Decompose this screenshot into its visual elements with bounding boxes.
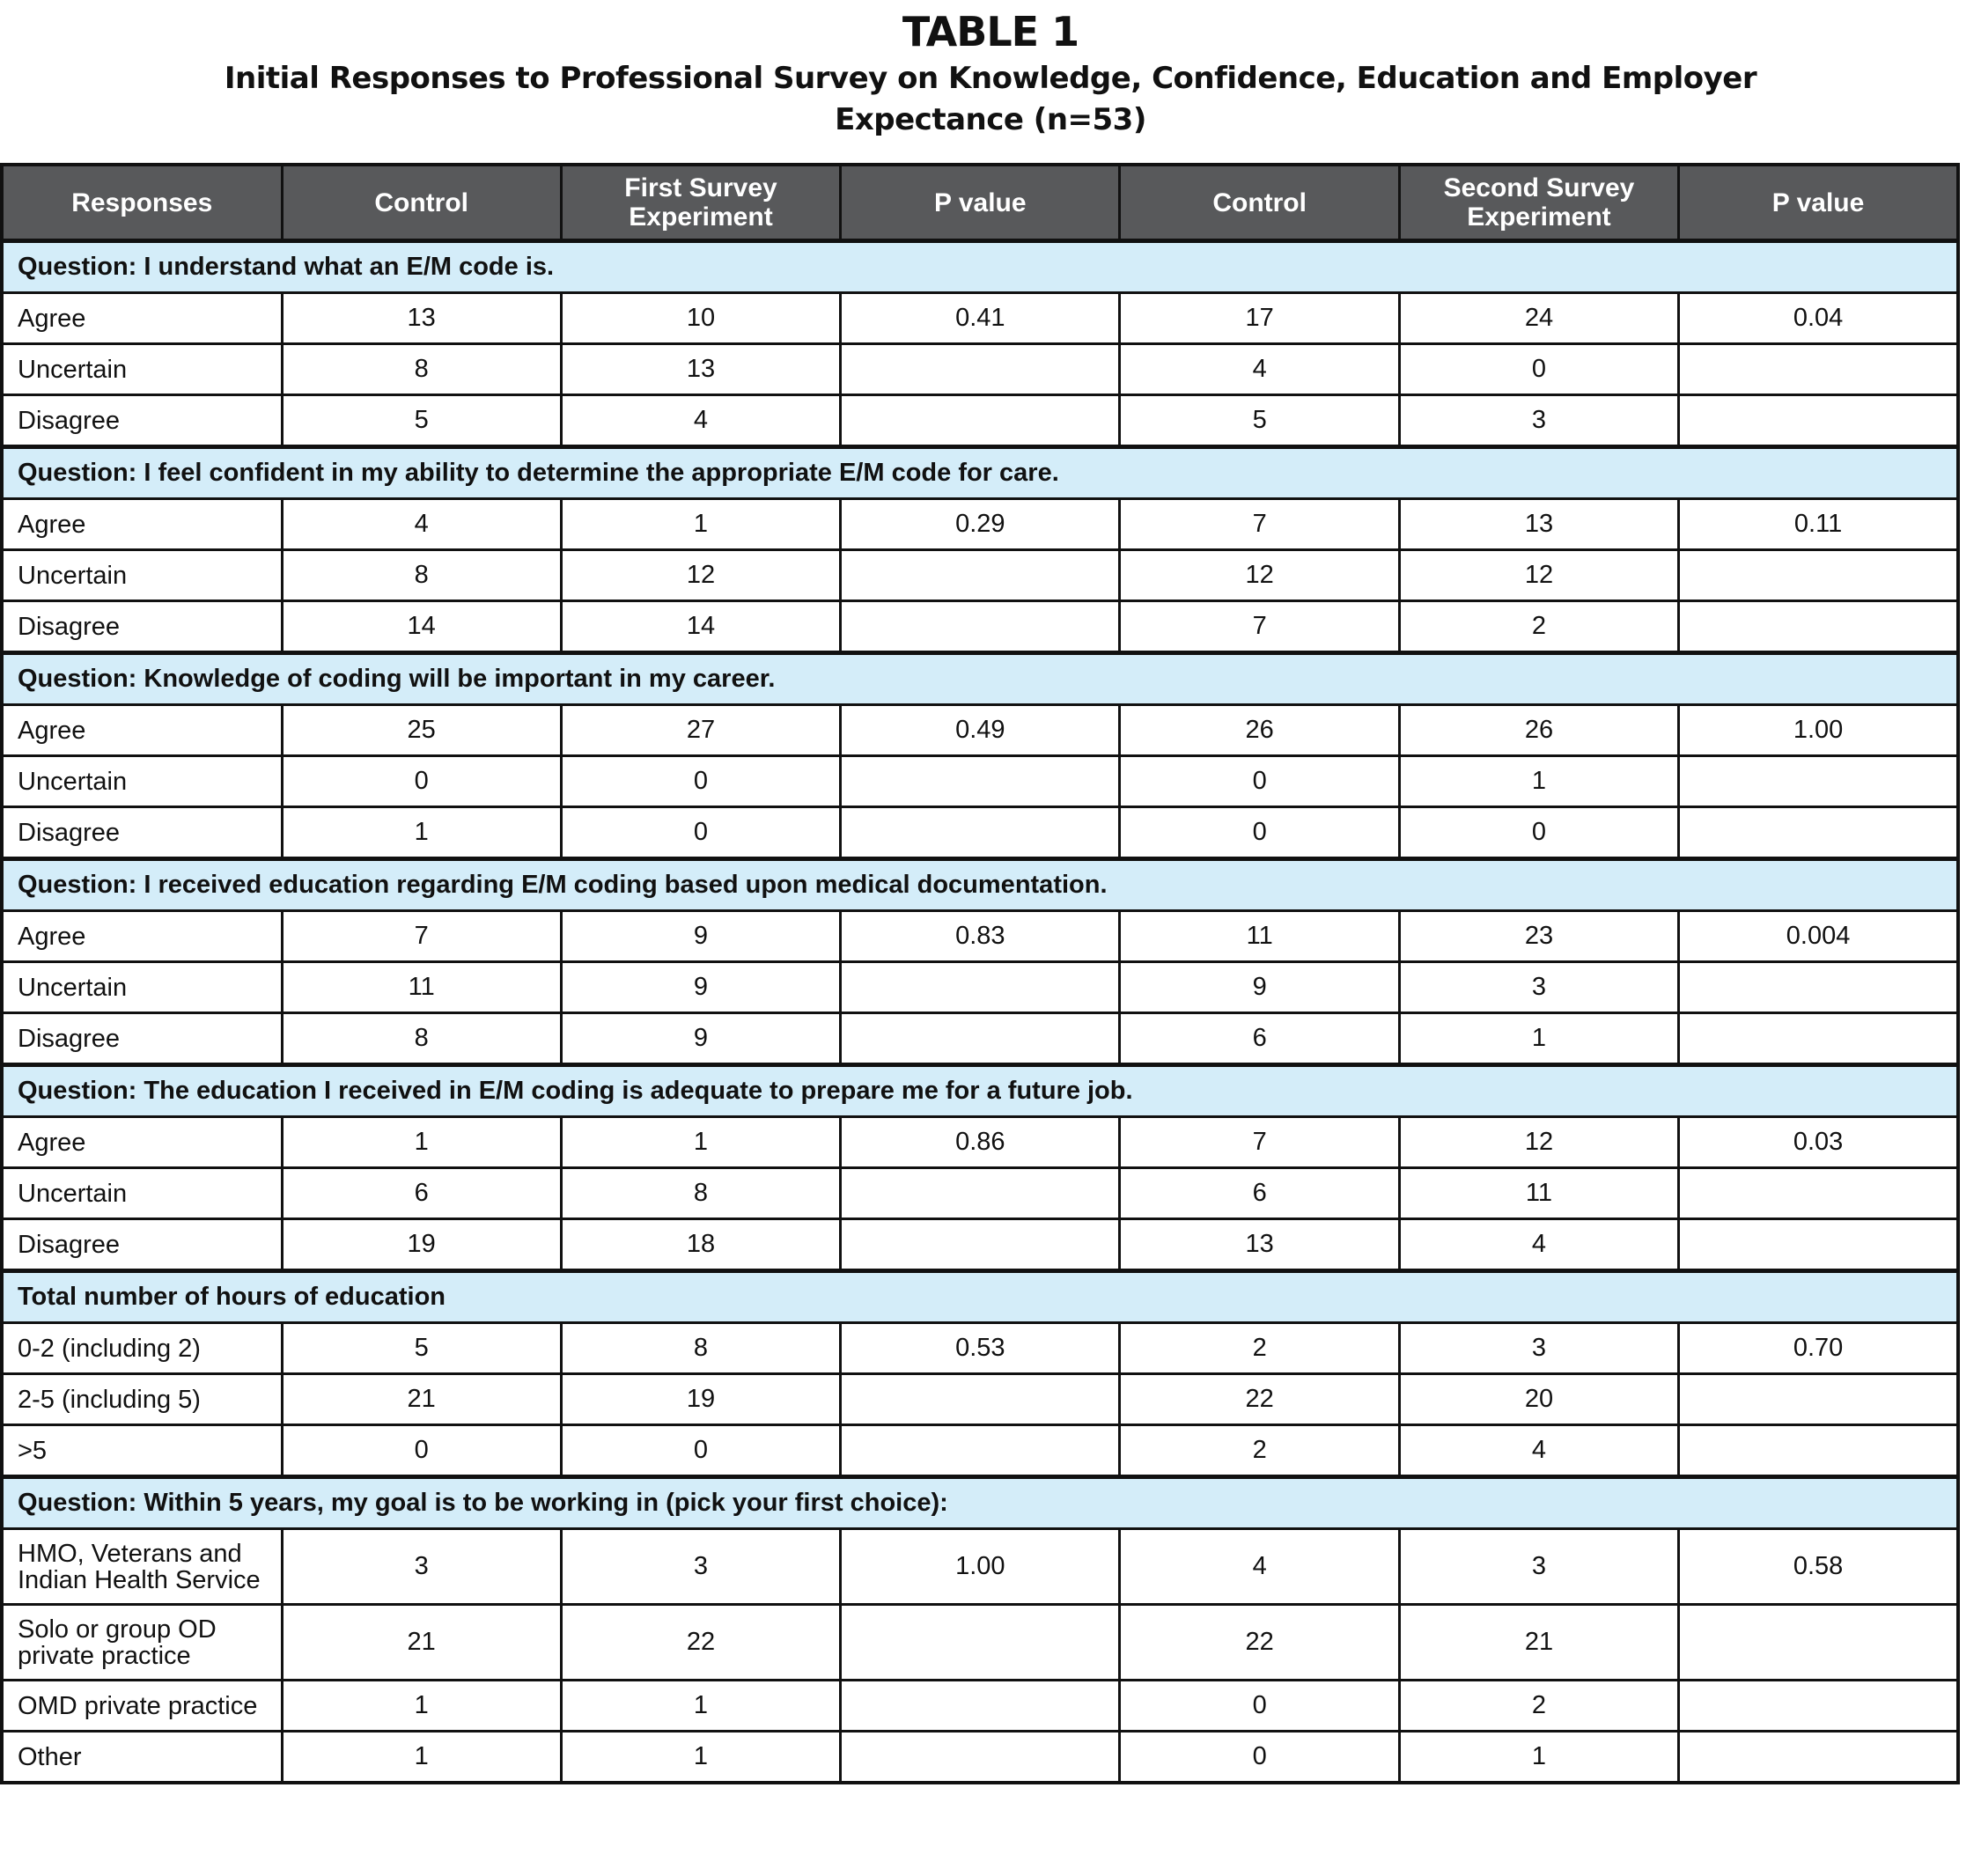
table-row bbox=[2, 499, 1958, 550]
experiment-1-value: 22 bbox=[561, 1605, 840, 1681]
experiment-1-value: 1 bbox=[561, 1681, 840, 1732]
experiment-2-value: 4 bbox=[1399, 1219, 1678, 1271]
control-1-value: 21 bbox=[282, 1374, 561, 1425]
p-value-2: 0.04 bbox=[1679, 293, 1958, 344]
table-body bbox=[2, 241, 1958, 1784]
p-value-1 bbox=[841, 962, 1120, 1013]
experiment-2-value: 0 bbox=[1399, 344, 1678, 395]
table-row bbox=[2, 1425, 1958, 1477]
col-header-responses: Responses bbox=[2, 165, 282, 241]
p-value-1: 0.53 bbox=[841, 1323, 1120, 1374]
control-2-value: 4 bbox=[1120, 344, 1399, 395]
experiment-1-value: 13 bbox=[561, 344, 840, 395]
experiment-1-value: 10 bbox=[561, 293, 840, 344]
section-question: Question: Within 5 years, my goal is to be working in (pick your first choice): bbox=[2, 1477, 1958, 1529]
survey-results-table bbox=[0, 163, 1960, 1784]
section-question: Question: I received education regarding E/M coding based upon medical documentation. bbox=[2, 859, 1958, 911]
control-2-value: 0 bbox=[1120, 807, 1399, 859]
response-label: Uncertain bbox=[2, 1168, 282, 1219]
control-1-value: 14 bbox=[282, 601, 561, 653]
table-row bbox=[2, 1168, 1958, 1219]
p-value-1 bbox=[841, 807, 1120, 859]
control-1-value: 7 bbox=[282, 911, 561, 962]
p-value-1 bbox=[841, 1605, 1120, 1681]
p-value-1: 1.00 bbox=[841, 1529, 1120, 1605]
control-1-value: 4 bbox=[282, 499, 561, 550]
experiment-2-value: 4 bbox=[1399, 1425, 1678, 1477]
control-2-value: 4 bbox=[1120, 1529, 1399, 1605]
table-subtitle-line-1: Initial Responses to Professional Survey on Knowledge, Confidence, Education and Employer bbox=[224, 61, 1757, 96]
p-value-1 bbox=[841, 1681, 1120, 1732]
experiment-1-value: 18 bbox=[561, 1219, 840, 1271]
experiment-2-value: 11 bbox=[1399, 1168, 1678, 1219]
response-label: OMD private practice bbox=[2, 1681, 282, 1732]
p-value-2: 0.58 bbox=[1679, 1529, 1958, 1605]
experiment-1-value: 0 bbox=[561, 756, 840, 807]
table-row bbox=[2, 344, 1958, 395]
p-value-2: 0.004 bbox=[1679, 911, 1958, 962]
experiment-1-value: 9 bbox=[561, 1013, 840, 1065]
table-row bbox=[2, 293, 1958, 344]
control-1-value: 8 bbox=[282, 1013, 561, 1065]
col-header-p-value-1: P value bbox=[841, 165, 1120, 241]
control-1-value: 25 bbox=[282, 705, 561, 756]
response-label: Solo or group OD private practice bbox=[2, 1605, 282, 1681]
control-2-value: 11 bbox=[1120, 911, 1399, 962]
col-header-control-2: Control bbox=[1120, 165, 1399, 241]
control-2-value: 7 bbox=[1120, 499, 1399, 550]
experiment-2-value: 21 bbox=[1399, 1605, 1678, 1681]
p-value-1 bbox=[841, 1168, 1120, 1219]
table-row bbox=[2, 1605, 1958, 1681]
experiment-1-value: 12 bbox=[561, 550, 840, 601]
p-value-2 bbox=[1679, 1013, 1958, 1065]
response-label: Disagree bbox=[2, 601, 282, 653]
experiment-2-value: 26 bbox=[1399, 705, 1678, 756]
experiment-2-value: 12 bbox=[1399, 1117, 1678, 1168]
experiment-2-value: 0 bbox=[1399, 807, 1678, 859]
table-row bbox=[2, 1529, 1958, 1605]
table-row bbox=[2, 1323, 1958, 1374]
response-label: Agree bbox=[2, 911, 282, 962]
response-label: Disagree bbox=[2, 1013, 282, 1065]
p-value-1 bbox=[841, 1374, 1120, 1425]
p-value-1 bbox=[841, 344, 1120, 395]
p-value-1: 0.29 bbox=[841, 499, 1120, 550]
p-value-2: 0.03 bbox=[1679, 1117, 1958, 1168]
experiment-2-value: 3 bbox=[1399, 1529, 1678, 1605]
p-value-2: 1.00 bbox=[1679, 705, 1958, 756]
control-1-value: 1 bbox=[282, 1117, 561, 1168]
response-label: Agree bbox=[2, 293, 282, 344]
experiment-2-value: 12 bbox=[1399, 550, 1678, 601]
experiment-2-value: 23 bbox=[1399, 911, 1678, 962]
control-1-value: 1 bbox=[282, 807, 561, 859]
control-2-value: 7 bbox=[1120, 1117, 1399, 1168]
table-row bbox=[2, 1681, 1958, 1732]
p-value-2 bbox=[1679, 1425, 1958, 1477]
control-1-value: 3 bbox=[282, 1529, 561, 1605]
control-2-value: 5 bbox=[1120, 395, 1399, 447]
experiment-1-value: 19 bbox=[561, 1374, 840, 1425]
section-question: Question: Knowledge of coding will be important in my career. bbox=[2, 653, 1958, 705]
section-header-row bbox=[2, 859, 1958, 911]
control-2-value: 22 bbox=[1120, 1605, 1399, 1681]
table-row bbox=[2, 1013, 1958, 1065]
experiment-1-value: 9 bbox=[561, 962, 840, 1013]
response-label: Uncertain bbox=[2, 962, 282, 1013]
table-row bbox=[2, 1219, 1958, 1271]
control-1-value: 19 bbox=[282, 1219, 561, 1271]
experiment-1-value: 1 bbox=[561, 1732, 840, 1784]
experiment-2-value: 24 bbox=[1399, 293, 1678, 344]
response-label: HMO, Veterans and Indian Health Service bbox=[2, 1529, 282, 1605]
table-row bbox=[2, 601, 1958, 653]
table-row bbox=[2, 1732, 1958, 1784]
response-label: Disagree bbox=[2, 395, 282, 447]
table-subtitle-line-2: Expectance (n=53) bbox=[835, 102, 1146, 137]
p-value-2 bbox=[1679, 395, 1958, 447]
experiment-1-value: 1 bbox=[561, 499, 840, 550]
p-value-2 bbox=[1679, 962, 1958, 1013]
control-2-value: 0 bbox=[1120, 1732, 1399, 1784]
p-value-2 bbox=[1679, 1374, 1958, 1425]
col-header-first-survey-experiment: First Survey Experiment bbox=[561, 165, 840, 241]
table-row bbox=[2, 756, 1958, 807]
p-value-1: 0.49 bbox=[841, 705, 1120, 756]
section-header-row bbox=[2, 447, 1958, 499]
control-2-value: 2 bbox=[1120, 1425, 1399, 1477]
p-value-1 bbox=[841, 1732, 1120, 1784]
col-header-p-value-2: P value bbox=[1679, 165, 1958, 241]
control-2-value: 0 bbox=[1120, 756, 1399, 807]
experiment-2-value: 1 bbox=[1399, 1013, 1678, 1065]
experiment-1-value: 4 bbox=[561, 395, 840, 447]
p-value-2: 0.70 bbox=[1679, 1323, 1958, 1374]
p-value-1 bbox=[841, 395, 1120, 447]
response-label: Agree bbox=[2, 705, 282, 756]
response-label: Agree bbox=[2, 499, 282, 550]
p-value-1 bbox=[841, 1425, 1120, 1477]
table-row bbox=[2, 1117, 1958, 1168]
response-label: Agree bbox=[2, 1117, 282, 1168]
p-value-1 bbox=[841, 601, 1120, 653]
control-1-value: 5 bbox=[282, 395, 561, 447]
table-row bbox=[2, 705, 1958, 756]
experiment-2-value: 2 bbox=[1399, 1681, 1678, 1732]
p-value-1 bbox=[841, 1219, 1120, 1271]
experiment-2-value: 3 bbox=[1399, 962, 1678, 1013]
response-label: Disagree bbox=[2, 807, 282, 859]
control-2-value: 6 bbox=[1120, 1168, 1399, 1219]
section-header-row bbox=[2, 1065, 1958, 1117]
experiment-1-value: 3 bbox=[561, 1529, 840, 1605]
table-title: TABLE 1 bbox=[902, 8, 1079, 55]
response-label: Uncertain bbox=[2, 550, 282, 601]
control-1-value: 13 bbox=[282, 293, 561, 344]
p-value-2 bbox=[1679, 807, 1958, 859]
experiment-2-value: 13 bbox=[1399, 499, 1678, 550]
response-label: 2-5 (including 5) bbox=[2, 1374, 282, 1425]
control-1-value: 5 bbox=[282, 1323, 561, 1374]
experiment-2-value: 1 bbox=[1399, 1732, 1678, 1784]
p-value-1 bbox=[841, 1013, 1120, 1065]
response-label: Uncertain bbox=[2, 756, 282, 807]
response-label: 0-2 (including 2) bbox=[2, 1323, 282, 1374]
table-row bbox=[2, 395, 1958, 447]
p-value-2 bbox=[1679, 1168, 1958, 1219]
response-label: Uncertain bbox=[2, 344, 282, 395]
p-value-2 bbox=[1679, 550, 1958, 601]
table-header bbox=[2, 165, 1958, 241]
section-question: Question: I feel confident in my ability to determine the appropriate E/M code for care. bbox=[2, 447, 1958, 499]
table-caption bbox=[0, 0, 1981, 141]
p-value-2 bbox=[1679, 1219, 1958, 1271]
col-header-second-survey-experiment: Second Survey Experiment bbox=[1399, 165, 1678, 241]
table-row bbox=[2, 962, 1958, 1013]
section-question: Question: I understand what an E/M code is. bbox=[2, 241, 1958, 293]
experiment-1-value: 27 bbox=[561, 705, 840, 756]
experiment-1-value: 1 bbox=[561, 1117, 840, 1168]
control-2-value: 7 bbox=[1120, 601, 1399, 653]
control-2-value: 17 bbox=[1120, 293, 1399, 344]
section-header-row bbox=[2, 1477, 1958, 1529]
control-1-value: 8 bbox=[282, 344, 561, 395]
section-question: Question: The education I received in E/M coding is adequate to prepare me for a future job. bbox=[2, 1065, 1958, 1117]
control-1-value: 21 bbox=[282, 1605, 561, 1681]
p-value-2: 0.11 bbox=[1679, 499, 1958, 550]
table-row bbox=[2, 807, 1958, 859]
control-2-value: 26 bbox=[1120, 705, 1399, 756]
p-value-2 bbox=[1679, 1605, 1958, 1681]
control-2-value: 9 bbox=[1120, 962, 1399, 1013]
control-1-value: 0 bbox=[282, 1425, 561, 1477]
table-row bbox=[2, 550, 1958, 601]
p-value-2 bbox=[1679, 601, 1958, 653]
section-question: Total number of hours of education bbox=[2, 1271, 1958, 1323]
response-label: Disagree bbox=[2, 1219, 282, 1271]
experiment-1-value: 9 bbox=[561, 911, 840, 962]
table-row bbox=[2, 911, 1958, 962]
experiment-1-value: 0 bbox=[561, 807, 840, 859]
response-label: >5 bbox=[2, 1425, 282, 1477]
control-1-value: 1 bbox=[282, 1732, 561, 1784]
control-2-value: 2 bbox=[1120, 1323, 1399, 1374]
control-1-value: 11 bbox=[282, 962, 561, 1013]
response-label: Other bbox=[2, 1732, 282, 1784]
control-2-value: 6 bbox=[1120, 1013, 1399, 1065]
section-header-row bbox=[2, 1271, 1958, 1323]
p-value-1: 0.86 bbox=[841, 1117, 1120, 1168]
control-2-value: 12 bbox=[1120, 550, 1399, 601]
table-row bbox=[2, 1374, 1958, 1425]
p-value-1: 0.83 bbox=[841, 911, 1120, 962]
p-value-2 bbox=[1679, 1732, 1958, 1784]
control-1-value: 6 bbox=[282, 1168, 561, 1219]
experiment-1-value: 8 bbox=[561, 1168, 840, 1219]
experiment-2-value: 1 bbox=[1399, 756, 1678, 807]
section-header-row bbox=[2, 653, 1958, 705]
experiment-1-value: 14 bbox=[561, 601, 840, 653]
p-value-2 bbox=[1679, 756, 1958, 807]
experiment-2-value: 20 bbox=[1399, 1374, 1678, 1425]
experiment-1-value: 8 bbox=[561, 1323, 840, 1374]
section-header-row bbox=[2, 241, 1958, 293]
experiment-2-value: 3 bbox=[1399, 395, 1678, 447]
control-2-value: 22 bbox=[1120, 1374, 1399, 1425]
control-1-value: 8 bbox=[282, 550, 561, 601]
control-2-value: 13 bbox=[1120, 1219, 1399, 1271]
experiment-2-value: 2 bbox=[1399, 601, 1678, 653]
p-value-1: 0.41 bbox=[841, 293, 1120, 344]
experiment-1-value: 0 bbox=[561, 1425, 840, 1477]
p-value-2 bbox=[1679, 1681, 1958, 1732]
experiment-2-value: 3 bbox=[1399, 1323, 1678, 1374]
control-1-value: 1 bbox=[282, 1681, 561, 1732]
control-1-value: 0 bbox=[282, 756, 561, 807]
p-value-1 bbox=[841, 550, 1120, 601]
header-row bbox=[2, 165, 1958, 241]
p-value-1 bbox=[841, 756, 1120, 807]
p-value-2 bbox=[1679, 344, 1958, 395]
control-2-value: 0 bbox=[1120, 1681, 1399, 1732]
col-header-control-1: Control bbox=[282, 165, 561, 241]
